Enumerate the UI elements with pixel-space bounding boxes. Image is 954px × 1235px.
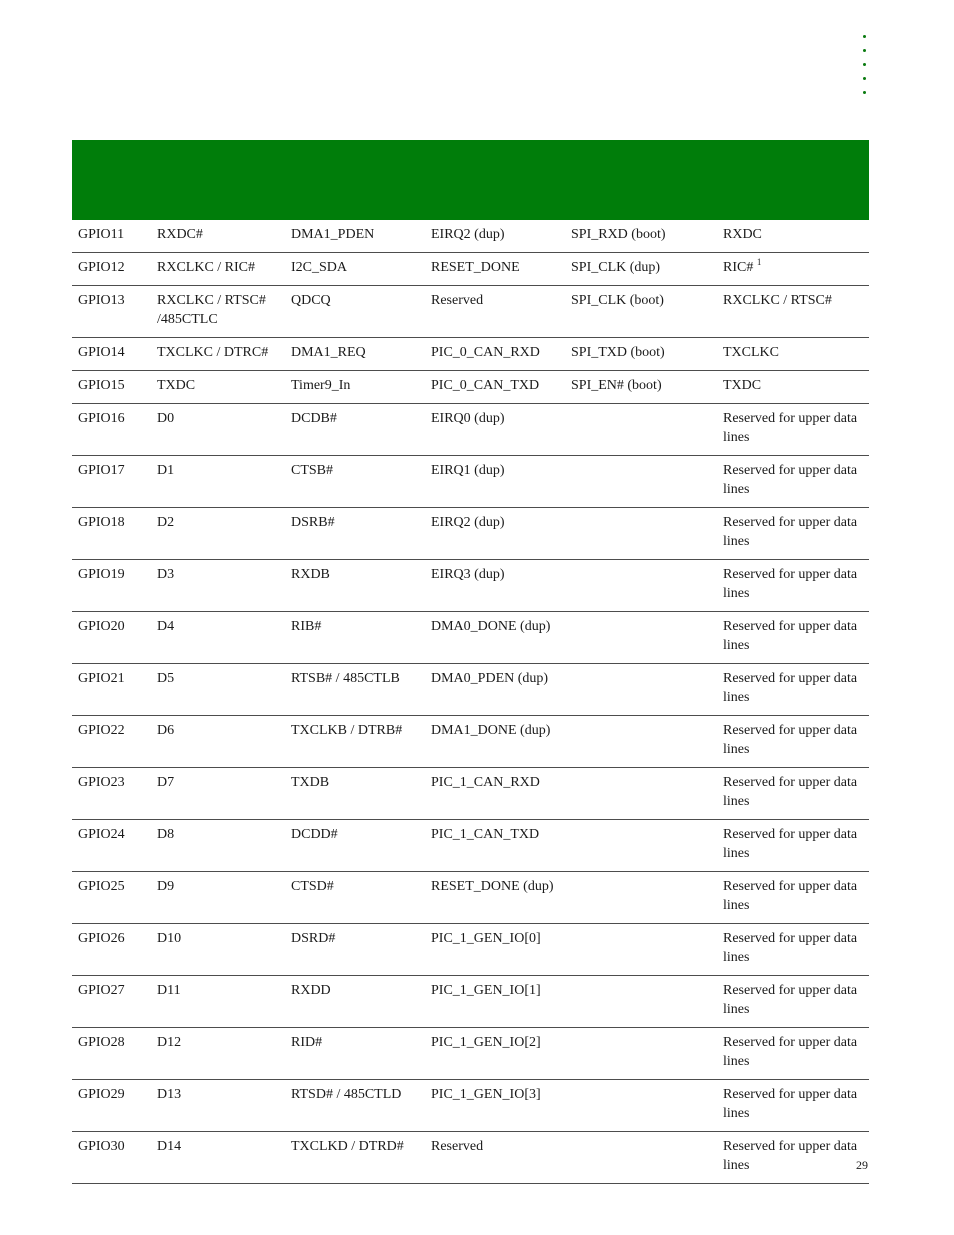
alt-function-1-cell bbox=[285, 976, 425, 1028]
alt-function-1-cell bbox=[285, 508, 425, 560]
cell-text: Reserved for upper data lines bbox=[723, 879, 858, 913]
boot-function-cell bbox=[565, 1028, 717, 1080]
boot-function-cell bbox=[565, 1080, 717, 1132]
alt-function-1-cell bbox=[285, 456, 425, 508]
signal-cell bbox=[151, 716, 285, 768]
cell-text: GPIO21 bbox=[78, 671, 125, 686]
cell-text: DMA0_DONE (dup) bbox=[431, 619, 551, 634]
cell-text: DMA1_PDEN bbox=[291, 227, 375, 242]
mode-function-cell bbox=[717, 286, 869, 338]
mode-function-cell bbox=[717, 338, 869, 371]
cell-text: TXDC bbox=[157, 378, 196, 393]
alt-function-2-cell bbox=[425, 1132, 565, 1184]
alt-function-1-cell bbox=[285, 612, 425, 664]
cell-text: GPIO20 bbox=[78, 619, 125, 634]
gpio-pin-cell bbox=[72, 664, 151, 716]
cell-text: D12 bbox=[157, 1035, 182, 1050]
boot-function-cell bbox=[565, 716, 717, 768]
mode-function-cell bbox=[717, 1028, 869, 1080]
cell-text: PIC_1_GEN_IO[1] bbox=[431, 983, 541, 998]
mode-function-cell bbox=[717, 716, 869, 768]
cell-text: DMA1_DONE (dup) bbox=[431, 723, 551, 738]
signal-cell bbox=[151, 371, 285, 404]
signal-cell bbox=[151, 1080, 285, 1132]
cell-text: GPIO25 bbox=[78, 879, 125, 894]
alt-function-1-cell bbox=[285, 338, 425, 371]
page-number: 29 bbox=[856, 1158, 868, 1172]
gpio-pin-cell bbox=[72, 286, 151, 338]
cell-text: D3 bbox=[157, 567, 175, 582]
boot-function-cell bbox=[565, 338, 717, 371]
cell-text: TXDB bbox=[291, 775, 330, 790]
boot-function-cell bbox=[565, 820, 717, 872]
boot-function-cell bbox=[565, 253, 717, 286]
gpio-pin-cell bbox=[72, 404, 151, 456]
alt-function-1-cell bbox=[285, 253, 425, 286]
boot-function-cell bbox=[565, 371, 717, 404]
mode-function-cell bbox=[717, 820, 869, 872]
boot-function-cell bbox=[565, 612, 717, 664]
cell-text: DMA0_PDEN (dup) bbox=[431, 671, 549, 686]
table-row bbox=[72, 508, 869, 560]
cell-text: GPIO13 bbox=[78, 293, 125, 308]
table-row bbox=[72, 716, 869, 768]
alt-function-2-cell bbox=[425, 716, 565, 768]
cell-text: Reserved for upper data lines bbox=[723, 411, 858, 445]
table-row bbox=[72, 286, 869, 338]
alt-function-2-cell bbox=[425, 1080, 565, 1132]
alt-function-1-cell bbox=[285, 404, 425, 456]
cell-text: RIB# bbox=[291, 619, 322, 634]
cell-text: GPIO19 bbox=[78, 567, 125, 582]
cell-text: TXDC bbox=[723, 378, 762, 393]
cell-text: D14 bbox=[157, 1139, 182, 1154]
cell-text: Reserved for upper data lines bbox=[723, 1035, 858, 1069]
cell-text: DSRB# bbox=[291, 515, 335, 530]
cell-text: D1 bbox=[157, 463, 175, 478]
cell-text: Reserved for upper data lines bbox=[723, 515, 858, 549]
cell-text: GPIO23 bbox=[78, 775, 125, 790]
cell-text: Reserved for upper data lines bbox=[723, 567, 858, 601]
alt-function-2-cell bbox=[425, 253, 565, 286]
gpio-pin-cell bbox=[72, 508, 151, 560]
signal-cell bbox=[151, 1028, 285, 1080]
signal-cell bbox=[151, 768, 285, 820]
cell-text: Reserved for upper data lines bbox=[723, 619, 858, 653]
cell-text: GPIO16 bbox=[78, 411, 125, 426]
alt-function-2-cell bbox=[425, 338, 565, 371]
alt-function-1-cell bbox=[285, 664, 425, 716]
margin-dot bbox=[863, 49, 866, 52]
cell-text: Reserved for upper data lines bbox=[723, 1087, 858, 1121]
cell-text: Reserved for upper data lines bbox=[723, 931, 858, 965]
alt-function-1-cell bbox=[285, 768, 425, 820]
margin-dot bbox=[863, 35, 866, 38]
cell-text: RTSD# / 485CTLD bbox=[291, 1087, 402, 1102]
signal-cell bbox=[151, 664, 285, 716]
table-row bbox=[72, 664, 869, 716]
table-row bbox=[72, 820, 869, 872]
cell-text: Reserved bbox=[431, 293, 484, 308]
cell-text: SPI_CLK (dup) bbox=[571, 260, 661, 275]
alt-function-1-cell bbox=[285, 820, 425, 872]
boot-function-cell bbox=[565, 560, 717, 612]
signal-cell bbox=[151, 872, 285, 924]
cell-text: I2C_SDA bbox=[291, 260, 348, 275]
cell-text: Reserved for upper data lines bbox=[723, 463, 858, 497]
cell-text: CTSD# bbox=[291, 879, 334, 894]
cell-text: GPIO27 bbox=[78, 983, 125, 998]
cell-text: PIC_0_CAN_TXD bbox=[431, 378, 540, 393]
alt-function-2-cell bbox=[425, 820, 565, 872]
signal-cell bbox=[151, 220, 285, 253]
alt-function-1-cell bbox=[285, 560, 425, 612]
table-header-band bbox=[72, 140, 869, 220]
cell-text: TXCLKB / DTRB# bbox=[291, 723, 403, 738]
gpio-pin-cell bbox=[72, 716, 151, 768]
alt-function-2-cell bbox=[425, 456, 565, 508]
cell-text: GPIO24 bbox=[78, 827, 125, 842]
alt-function-1-cell bbox=[285, 1028, 425, 1080]
boot-function-cell bbox=[565, 768, 717, 820]
gpio-pin-cell bbox=[72, 872, 151, 924]
table-row bbox=[72, 612, 869, 664]
cell-text: EIRQ2 (dup) bbox=[431, 515, 505, 530]
cell-text: DSRD# bbox=[291, 931, 336, 946]
alt-function-2-cell bbox=[425, 560, 565, 612]
cell-text: QDCQ bbox=[291, 293, 331, 308]
gpio-pin-cell bbox=[72, 820, 151, 872]
mode-function-cell bbox=[717, 253, 869, 286]
cell-text: SPI_TXD (boot) bbox=[571, 345, 665, 360]
cell-text: D5 bbox=[157, 671, 175, 686]
table-row bbox=[72, 404, 869, 456]
cell-text: GPIO30 bbox=[78, 1139, 125, 1154]
mode-function-cell bbox=[717, 508, 869, 560]
signal-cell bbox=[151, 976, 285, 1028]
alt-function-2-cell bbox=[425, 612, 565, 664]
signal-cell bbox=[151, 612, 285, 664]
cell-text: Reserved for upper data lines bbox=[723, 983, 858, 1017]
signal-cell bbox=[151, 924, 285, 976]
gpio-pin-cell bbox=[72, 560, 151, 612]
cell-text: Reserved for upper data lines bbox=[723, 671, 858, 705]
signal-cell bbox=[151, 456, 285, 508]
boot-function-cell bbox=[565, 872, 717, 924]
gpio-pin-cell bbox=[72, 768, 151, 820]
cell-text: RXCLKC / RIC# bbox=[157, 260, 256, 275]
mode-function-cell bbox=[717, 404, 869, 456]
table-row bbox=[72, 338, 869, 371]
signal-cell bbox=[151, 1132, 285, 1184]
table-row bbox=[72, 560, 869, 612]
gpio-pin-cell bbox=[72, 371, 151, 404]
cell-text: EIRQ3 (dup) bbox=[431, 567, 505, 582]
gpio-pin-cell bbox=[72, 1028, 151, 1080]
table-row bbox=[72, 371, 869, 404]
cell-text: D13 bbox=[157, 1087, 182, 1102]
margin-dot bbox=[863, 77, 866, 80]
cell-text: PIC_1_GEN_IO[2] bbox=[431, 1035, 541, 1050]
cell-text: RXCLKC / RTSC# bbox=[723, 293, 832, 308]
cell-text: RXDC bbox=[723, 227, 762, 242]
gpio-pin-cell bbox=[72, 976, 151, 1028]
cell-text: SPI_EN# (boot) bbox=[571, 378, 662, 393]
cell-text: GPIO22 bbox=[78, 723, 125, 738]
alt-function-2-cell bbox=[425, 976, 565, 1028]
boot-function-cell bbox=[565, 508, 717, 560]
alt-function-1-cell bbox=[285, 1132, 425, 1184]
gpio-pin-cell bbox=[72, 456, 151, 508]
alt-function-2-cell bbox=[425, 872, 565, 924]
alt-function-1-cell bbox=[285, 286, 425, 338]
alt-function-2-cell bbox=[425, 1028, 565, 1080]
table-row bbox=[72, 253, 869, 286]
mode-function-cell bbox=[717, 560, 869, 612]
cell-text: EIRQ2 (dup) bbox=[431, 227, 505, 242]
cell-text: Reserved bbox=[431, 1139, 484, 1154]
table-row bbox=[72, 924, 869, 976]
cell-text: D10 bbox=[157, 931, 182, 946]
alt-function-2-cell bbox=[425, 371, 565, 404]
boot-function-cell bbox=[565, 664, 717, 716]
boot-function-cell bbox=[565, 924, 717, 976]
mode-function-cell bbox=[717, 612, 869, 664]
signal-cell bbox=[151, 820, 285, 872]
cell-text: TXCLKD / DTRD# bbox=[291, 1139, 404, 1154]
cell-text: D6 bbox=[157, 723, 175, 738]
mode-function-cell bbox=[717, 220, 869, 253]
cell-text: RXCLKC / RTSC# /485CTLC bbox=[157, 293, 266, 327]
table-row bbox=[72, 220, 869, 253]
table-row bbox=[72, 1132, 869, 1184]
cell-text: Reserved for upper data lines bbox=[723, 775, 858, 809]
cell-text: D7 bbox=[157, 775, 175, 790]
footnote-marker: 1 bbox=[756, 257, 762, 267]
signal-cell bbox=[151, 253, 285, 286]
cell-text: RXDB bbox=[291, 567, 330, 582]
mode-function-cell bbox=[717, 371, 869, 404]
gpio-pin-cell bbox=[72, 612, 151, 664]
cell-text: PIC_1_GEN_IO[3] bbox=[431, 1087, 541, 1102]
cell-text: TXCLKC bbox=[723, 345, 779, 360]
cell-text: Timer9_In bbox=[291, 378, 351, 393]
signal-cell bbox=[151, 560, 285, 612]
cell-text: TXCLKC / DTRC# bbox=[157, 345, 269, 360]
cell-text: SPI_CLK (boot) bbox=[571, 293, 664, 308]
cell-text: Reserved for upper data lines bbox=[723, 723, 858, 757]
cell-text: DCDB# bbox=[291, 411, 337, 426]
alt-function-1-cell bbox=[285, 716, 425, 768]
alt-function-1-cell bbox=[285, 1080, 425, 1132]
boot-function-cell bbox=[565, 976, 717, 1028]
mode-function-cell bbox=[717, 456, 869, 508]
margin-dot bbox=[863, 91, 866, 94]
cell-text: GPIO17 bbox=[78, 463, 125, 478]
cell-text: PIC_0_CAN_RXD bbox=[431, 345, 540, 360]
table-row bbox=[72, 768, 869, 820]
cell-text: D11 bbox=[157, 983, 181, 998]
alt-function-1-cell bbox=[285, 371, 425, 404]
signal-cell bbox=[151, 404, 285, 456]
cell-text: D4 bbox=[157, 619, 175, 634]
cell-text: PIC_1_CAN_RXD bbox=[431, 775, 540, 790]
cell-text: D2 bbox=[157, 515, 175, 530]
cell-text: EIRQ0 (dup) bbox=[431, 411, 505, 426]
gpio-pin-cell bbox=[72, 1132, 151, 1184]
signal-cell bbox=[151, 286, 285, 338]
mode-function-cell bbox=[717, 664, 869, 716]
cell-text: SPI_RXD (boot) bbox=[571, 227, 666, 242]
cell-text: Reserved for upper data lines bbox=[723, 1139, 858, 1173]
cell-text: GPIO18 bbox=[78, 515, 125, 530]
mode-function-cell bbox=[717, 1080, 869, 1132]
alt-function-1-cell bbox=[285, 220, 425, 253]
cell-text: RIC# bbox=[723, 260, 754, 275]
alt-function-2-cell bbox=[425, 404, 565, 456]
cell-text: D0 bbox=[157, 411, 175, 426]
cell-text: RID# bbox=[291, 1035, 323, 1050]
cell-text: PIC_1_CAN_TXD bbox=[431, 827, 540, 842]
alt-function-1-cell bbox=[285, 872, 425, 924]
boot-function-cell bbox=[565, 286, 717, 338]
alt-function-2-cell bbox=[425, 508, 565, 560]
signal-cell bbox=[151, 338, 285, 371]
cell-text: GPIO28 bbox=[78, 1035, 125, 1050]
alt-function-2-cell bbox=[425, 664, 565, 716]
boot-function-cell bbox=[565, 404, 717, 456]
alt-function-2-cell bbox=[425, 924, 565, 976]
cell-text: RXDD bbox=[291, 983, 331, 998]
table-row bbox=[72, 976, 869, 1028]
gpio-pin-cell bbox=[72, 1080, 151, 1132]
mode-function-cell bbox=[717, 924, 869, 976]
alt-function-2-cell bbox=[425, 220, 565, 253]
cell-text: Reserved for upper data lines bbox=[723, 827, 858, 861]
alt-function-1-cell bbox=[285, 924, 425, 976]
cell-text: D8 bbox=[157, 827, 175, 842]
cell-text: RXDC# bbox=[157, 227, 203, 242]
margin-dots-decoration bbox=[863, 35, 869, 105]
gpio-pin-cell bbox=[72, 924, 151, 976]
cell-text: RESET_DONE (dup) bbox=[431, 879, 554, 894]
gpio-pin-cell bbox=[72, 220, 151, 253]
table-row bbox=[72, 1028, 869, 1080]
cell-text: RESET_DONE bbox=[431, 260, 520, 275]
cell-text: PIC_1_GEN_IO[0] bbox=[431, 931, 541, 946]
cell-text: CTSB# bbox=[291, 463, 334, 478]
table-row bbox=[72, 1080, 869, 1132]
gpio-pin-cell bbox=[72, 253, 151, 286]
gpio-pin-table-body bbox=[72, 220, 869, 1184]
cell-text: DMA1_REQ bbox=[291, 345, 366, 360]
margin-dot bbox=[863, 63, 866, 66]
cell-text: GPIO11 bbox=[78, 227, 125, 242]
cell-text: GPIO12 bbox=[78, 260, 125, 275]
cell-text: D9 bbox=[157, 879, 175, 894]
cell-text: EIRQ1 (dup) bbox=[431, 463, 505, 478]
gpio-pin-table bbox=[72, 220, 869, 1184]
table-row bbox=[72, 872, 869, 924]
cell-text: RTSB# / 485CTLB bbox=[291, 671, 400, 686]
mode-function-cell bbox=[717, 768, 869, 820]
cell-text: GPIO15 bbox=[78, 378, 125, 393]
boot-function-cell bbox=[565, 1132, 717, 1184]
alt-function-2-cell bbox=[425, 286, 565, 338]
cell-text: GPIO14 bbox=[78, 345, 125, 360]
table-row bbox=[72, 456, 869, 508]
boot-function-cell bbox=[565, 220, 717, 253]
boot-function-cell bbox=[565, 456, 717, 508]
gpio-pin-cell bbox=[72, 338, 151, 371]
signal-cell bbox=[151, 508, 285, 560]
cell-text: GPIO26 bbox=[78, 931, 125, 946]
mode-function-cell bbox=[717, 976, 869, 1028]
mode-function-cell bbox=[717, 872, 869, 924]
alt-function-2-cell bbox=[425, 768, 565, 820]
cell-text: GPIO29 bbox=[78, 1087, 125, 1102]
cell-text: DCDD# bbox=[291, 827, 338, 842]
